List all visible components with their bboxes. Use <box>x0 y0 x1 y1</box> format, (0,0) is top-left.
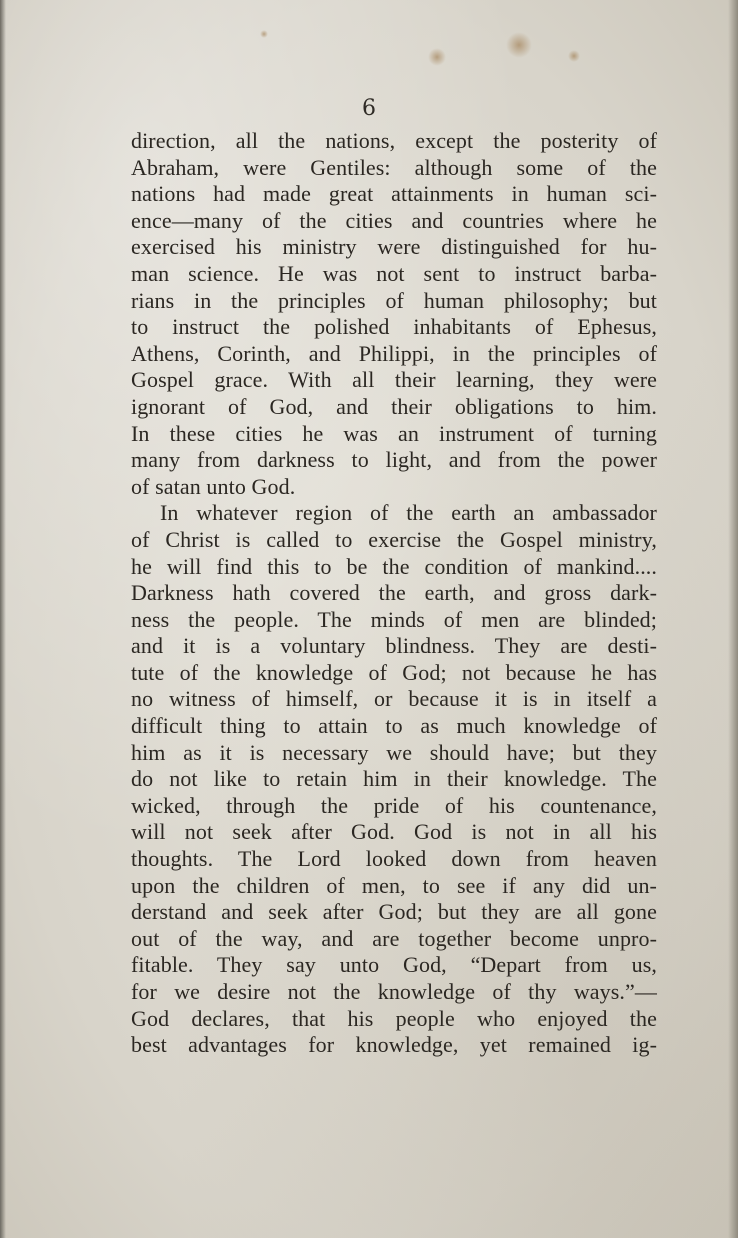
text-line: direction, all the nations, except the posterity of <box>131 128 657 153</box>
text-line: for we desire not the knowledge of thy ways.”— <box>131 979 657 1004</box>
text-line: ence—many of the cities and countries where he <box>131 207 657 233</box>
text-line: derstand and seek after God; but they are all gone <box>131 899 657 925</box>
text-line: God declares, that his people who enjoyed the <box>131 1005 657 1031</box>
text-line: Darkness hath covered the earth, and gross dark- <box>131 580 657 606</box>
text-line: best advantages for knowledge, yet remained ig- <box>131 1032 657 1058</box>
text-line: will not seek after God. God is not in all his <box>131 819 657 845</box>
foxing-spot <box>260 30 268 38</box>
text-line: no witness of himself, or because it is in itself a <box>131 686 657 712</box>
text-line: difficult thing to attain to as much knowledge of <box>131 713 657 739</box>
text-line: Abraham, were Gentiles: although some of the <box>131 154 657 180</box>
text-line: him as it is necessary we should have; but they <box>131 739 657 765</box>
text-line: ignorant of God, and their obligations to him. <box>131 393 657 419</box>
text-line: man science. He was not sent to instruct barba- <box>131 260 657 286</box>
text-line: and it is a voluntary blindness. They are desti- <box>131 633 657 659</box>
text-line: he will find this to be the condition of mankind.... <box>131 553 657 579</box>
page-right-edge <box>728 0 738 1238</box>
text-line: to instruct the polished inhabitants of Ephesus, <box>131 314 657 340</box>
text-line: ness the people. The minds of men are blinded; <box>131 606 657 632</box>
foxing-spot <box>428 48 446 66</box>
foxing-spot <box>506 32 532 58</box>
text-line: exercised his ministry were distinguished for hu- <box>131 234 657 260</box>
text-line: nations had made great attainments in human sci- <box>131 181 657 207</box>
text-line: Gospel grace. With all their learning, they were <box>131 367 657 393</box>
text-line: upon the children of men, to see if any did un- <box>131 872 657 898</box>
text-line: out of the way, and are together become unpro- <box>131 925 657 951</box>
text-line: fitable. They say unto God, “Depart from us, <box>131 952 657 978</box>
page-left-edge <box>0 0 6 1238</box>
text-line: many from darkness to light, and from the power <box>131 447 657 473</box>
text-line: of satan unto God. <box>131 473 296 499</box>
text-line: wicked, through the pride of his countenance, <box>131 792 657 818</box>
text-line: do not like to retain him in their knowledge. The <box>131 766 657 792</box>
text-line: In whatever region of the earth an ambassador <box>160 500 657 526</box>
page-number: 6 <box>362 96 376 121</box>
text-line: In these cities he was an instrument of turning <box>131 420 657 446</box>
foxing-spot <box>568 50 580 62</box>
text-line: tute of the knowledge of God; not because he has <box>131 659 657 685</box>
body-text <box>131 128 657 1059</box>
text-line: thoughts. The Lord looked down from heaven <box>131 846 657 872</box>
text-line: rians in the principles of human philosophy; but <box>131 287 657 313</box>
text-line: of Christ is called to exercise the Gospel ministry, <box>131 526 657 552</box>
text-line: Athens, Corinth, and Philippi, in the principles of <box>131 340 657 366</box>
